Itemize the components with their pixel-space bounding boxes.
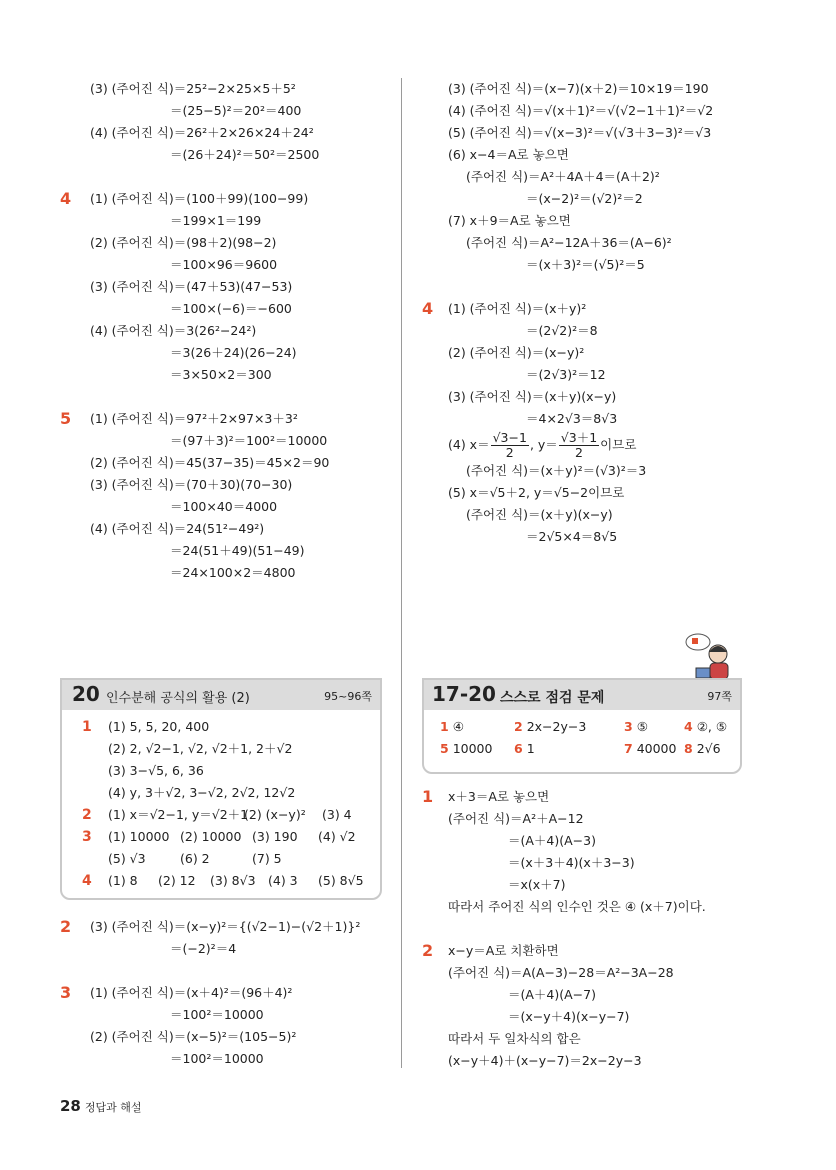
solution-line [422,962,752,984]
answer-number: 8 [684,741,693,756]
section-20-answer-box [60,678,382,900]
solution-text: ＝(A＋4)(A−7) [508,987,596,1002]
solution-text: (5) x＝√5＋2, y＝√5−2이므로 [448,485,625,500]
answer-row [72,782,370,804]
answer-row [72,760,370,782]
solution-line [422,852,752,874]
answer-number: 5 [440,741,449,756]
solution-text: (3) (주어진 식)＝(70＋30)(70−30) [90,477,293,492]
answer-cell: (4) 3 [268,873,298,888]
solution-text: (6) x−4＝A로 놓으면 [448,147,569,162]
solution-text: ＝(x＋3)²＝(√5)²＝5 [526,257,645,272]
section-number: 17-20 [432,682,496,706]
spacer [60,960,390,982]
problem-number: 2 [60,917,72,936]
answer-cell: (2) 10000 [180,829,242,844]
solution-line [422,144,752,166]
check-answer [440,716,464,738]
solution-text: (5) (주어진 식)＝√(x−3)²＝√(√3＋3−3)²＝√3 [448,125,712,140]
solution-line [422,940,752,962]
solution-text: (4) (주어진 식)＝√(x＋1)²＝√(√2−1＋1)²＝√2 [448,103,714,118]
solution-text: ＝(x＋3＋4)(x＋3−3) [508,855,635,870]
solution-text: ＝(x−y＋4)(x−y−7) [508,1009,630,1024]
answer-value: 1 [526,741,535,756]
problem-number: 3 [82,829,92,845]
solution-text: (1) (주어진 식)＝97²＋2×97×3＋3² [90,411,298,426]
fraction-line [422,430,752,460]
solution-line [60,1004,390,1026]
solution-line [60,1026,390,1048]
solution-text: (1) (주어진 식)＝(x＋4)²＝(96＋4)² [90,985,293,1000]
solution-text: (1) (주어진 식)＝(x＋y)² [448,301,587,316]
answer-cell: (1) 10000 [108,829,170,844]
right-column [422,78,752,548]
solution-text: ＝3(26＋24)(26−24) [170,345,297,360]
answer-value: ②, ⑤ [696,719,728,734]
section-title: 인수분해 공식의 활용 (2) [106,691,250,706]
answer-value: ⑤ [636,719,648,734]
solution-text: ＝(2√3)²＝12 [526,367,606,382]
solution-text: ＝(2√2)²＝8 [526,323,598,338]
check-answer [624,716,648,738]
solution-text: ＝(x−2)²＝(√2)²＝2 [526,191,643,206]
answer-row [72,804,370,826]
problem-number: 1 [422,787,434,806]
solution-line [60,452,390,474]
answer-cell: (4) √2 [318,829,356,844]
solution-line [60,562,390,584]
solution-line [60,518,390,540]
answer-cell: (2) (x−y)² [244,807,306,822]
solution-text: ＝100²＝10000 [170,1051,264,1066]
solution-text: ＝x(x＋7) [508,877,566,892]
answer-cell: (7) 5 [252,851,282,866]
answer-cell: (3) 3−√5, 6, 36 [108,763,204,778]
answer-cell: (5) 8√5 [318,873,364,888]
solution-line [422,320,752,342]
answer-value: 40000 [636,741,677,756]
solution-line [422,408,752,430]
answer-row [72,716,370,738]
solution-line [422,122,752,144]
solution-line [60,276,390,298]
answer-row [72,738,370,760]
answer-cell: (3) 8√3 [210,873,256,888]
section-17-20-header [424,680,740,710]
answer-cell: (4) y, 3＋√2, 3−√2, 2√2, 12√2 [108,785,296,800]
solution-text: (3) (주어진 식)＝(47＋53)(47−53) [90,279,293,294]
solution-line [60,298,390,320]
section-number: 20 [72,682,100,706]
solution-text: (주어진 식)＝A(A−3)−28＝A²−3A−28 [448,965,674,980]
answer-row-1 [434,716,730,738]
solution-line [422,1028,752,1050]
answer-number: 4 [684,719,693,734]
answer-value: 10000 [452,741,493,756]
solution-line [60,408,390,430]
x-fraction [491,431,529,460]
solution-line [422,1050,752,1072]
solution-line [422,298,752,320]
answer-cell: (2) 2, √2−1, √2, √2＋1, 2＋√2 [108,741,293,756]
right-lower-column [422,786,752,1072]
section-17-20-check-box [422,678,742,774]
problem-number: 4 [82,873,92,889]
solution-text: (주어진 식)＝A²＋4A＋4＝(A＋2)² [466,169,660,184]
spacer [422,276,752,298]
solution-line [422,232,752,254]
solution-line [60,982,390,1004]
answer-row [72,870,370,892]
answer-cell: (1) 8 [108,873,138,888]
solution-text: (1) (주어진 식)＝(100＋99)(100−99) [90,191,309,206]
check-answer [684,716,727,738]
solution-text: (2) (주어진 식)＝(x−y)² [448,345,585,360]
solution-text: ＝100×96＝9600 [170,257,278,272]
answer-cell: (6) 2 [180,851,210,866]
x-numerator: √3−1 [492,430,527,445]
solution-line [60,144,390,166]
page-number: 28 [60,1097,81,1115]
solution-text: ＝(A＋4)(A−3) [508,833,596,848]
solution-text: (3) (주어진 식)＝(x−y)²＝{(√2−1)−(√2＋1)}² [90,919,361,934]
x-denominator: 2 [505,445,514,460]
solution-line [422,984,752,1006]
section-20-answers [62,710,380,900]
solution-text: (주어진 식)＝A²−12A＋36＝(A−6)² [466,235,672,250]
answer-number: 6 [514,741,523,756]
solution-line [60,320,390,342]
solution-line [422,808,752,830]
problem-number: 1 [82,719,92,735]
y-numerator: √3＋1 [560,430,598,445]
solution-text: ＝(97＋3)²＝100²＝10000 [170,433,328,448]
y-denominator: 2 [575,445,583,460]
frac-mid: , y＝ [529,437,558,452]
section-title: 스스로 점검 문제 [500,690,605,706]
solution-text: (x−y＋4)＋(x−y−7)＝2x−2y−3 [448,1053,642,1068]
answer-cell: (3) 4 [322,807,352,822]
page-footer [60,1097,142,1115]
check-answer [514,716,586,738]
answer-row [72,848,370,870]
section-17-20-answers [424,710,740,768]
check-answer [440,738,492,760]
answer-number: 1 [440,719,449,734]
left-lower-column [60,916,390,1070]
solution-line [422,874,752,896]
frac-suffix: 이므로 [600,437,637,452]
solution-line [60,364,390,386]
column-divider [401,78,402,1068]
frac-prefix: (4) x＝ [448,437,490,452]
problem-number: 5 [60,409,72,428]
solution-line [422,342,752,364]
solution-text: ＝(26＋24)²＝50²＝2500 [170,147,320,162]
solution-line [60,100,390,122]
answer-cell: (3) 190 [252,829,298,844]
solution-line [422,166,752,188]
spacer [422,918,752,940]
answer-number: 7 [624,741,633,756]
solution-text: ＝(25−5)²＝20²＝400 [170,103,302,118]
answer-cell: (2) 12 [158,873,196,888]
student-checking-icon [676,628,736,684]
solution-text: ＝100²＝10000 [170,1007,264,1022]
solution-line [60,430,390,452]
spacer [60,166,390,188]
solution-line [422,364,752,386]
solution-text: 따라서 주어진 식의 인수인 것은 ④ (x＋7)이다. [448,899,706,914]
left-column [60,78,390,584]
solution-line [60,254,390,276]
solution-text: ＝24(51＋49)(51−49) [170,543,305,558]
section-pages: 97쪽 [707,690,732,703]
section-pages: 95~96쪽 [324,690,372,703]
solution-line [60,342,390,364]
section-20-header [62,680,380,710]
solution-line [60,210,390,232]
solution-line [422,504,752,526]
solution-text: ＝2√5×4＝8√5 [526,529,618,544]
solution-line [422,786,752,808]
solution-text: ＝100×(−6)＝−600 [170,301,292,316]
solution-text: ＝(−2)²＝4 [170,941,237,956]
solution-text: (3) (주어진 식)＝25²−2×25×5＋5² [90,81,296,96]
solution-text: (7) x＋9＝A로 놓으면 [448,213,571,228]
solution-line [60,540,390,562]
solution-text: (3) (주어진 식)＝(x−7)(x＋2)＝10×19＝190 [448,81,709,96]
check-answer [514,738,535,760]
problem-number: 2 [422,941,434,960]
problem-number: 4 [60,189,72,208]
answer-cell: (5) √3 [108,851,146,866]
y-fraction [559,431,599,460]
right-solutions-2 [422,460,752,548]
answer-value: ④ [452,719,464,734]
solution-text: (4) (주어진 식)＝3(26²−24²) [90,323,257,338]
right-lower-solutions [422,786,752,1072]
solution-text: (3) (주어진 식)＝(x＋y)(x−y) [448,389,617,404]
solution-line [422,460,752,482]
solution-text: ＝4×2√3＝8√3 [526,411,618,426]
solution-line [422,100,752,122]
solution-text: (2) (주어진 식)＝(98＋2)(98−2) [90,235,277,250]
solution-line [60,916,390,938]
solution-line [60,122,390,144]
solution-text: (주어진 식)＝(x＋y)²＝(√3)²＝3 [466,463,647,478]
solution-text: (주어진 식)＝A²＋A−12 [448,811,584,826]
solution-line [422,526,752,548]
answer-value: 2√6 [696,741,721,756]
solution-line [422,830,752,852]
solution-line [422,896,752,918]
solution-text: x＋3＝A로 놓으면 [448,789,550,804]
solution-text: ＝3×50×2＝300 [170,367,272,382]
solution-line [422,78,752,100]
solution-line [422,1006,752,1028]
answer-row [72,826,370,848]
solution-line [60,1048,390,1070]
answer-value: 2x−2y−3 [526,719,587,734]
spacer [60,386,390,408]
answer-cell: (1) 5, 5, 20, 400 [108,719,210,734]
solution-line [60,78,390,100]
problem-number: 4 [422,299,434,318]
check-answer [684,738,721,760]
solution-line [422,386,752,408]
problem-number: 3 [60,983,72,1002]
solution-line [60,474,390,496]
answer-row-2 [434,738,730,760]
answer-cell: (1) x＝√2−1, y＝√2＋1 [108,807,249,822]
solution-text: x−y＝A로 치환하면 [448,943,559,958]
solution-text: ＝199×1＝199 [170,213,262,228]
solution-text: 따라서 두 일차식의 합은 [448,1031,581,1046]
solution-line [60,188,390,210]
solution-text: (4) (주어진 식)＝24(51²−49²) [90,521,265,536]
answer-number: 2 [514,719,523,734]
solution-line [422,254,752,276]
footer-label: 정답과 해설 [84,1101,142,1114]
solution-text: (주어진 식)＝(x＋y)(x−y) [466,507,613,522]
solution-line [60,232,390,254]
solution-text: (4) (주어진 식)＝26²＋2×26×24＋24² [90,125,314,140]
problem-number: 2 [82,807,92,823]
answer-number: 3 [624,719,633,734]
solution-text: (2) (주어진 식)＝(x−5)²＝(105−5)² [90,1029,297,1044]
left-lower-solutions [60,916,390,1070]
solution-line [422,210,752,232]
solution-line [60,496,390,518]
solution-line [422,482,752,504]
solution-line [60,938,390,960]
check-answer [624,738,676,760]
left-solutions [60,78,390,584]
solution-text: ＝100×40＝4000 [170,499,278,514]
solution-text: (2) (주어진 식)＝45(37−35)＝45×2＝90 [90,455,330,470]
right-solutions [422,78,752,430]
solution-line [422,188,752,210]
solution-text: ＝24×100×2＝4800 [170,565,296,580]
